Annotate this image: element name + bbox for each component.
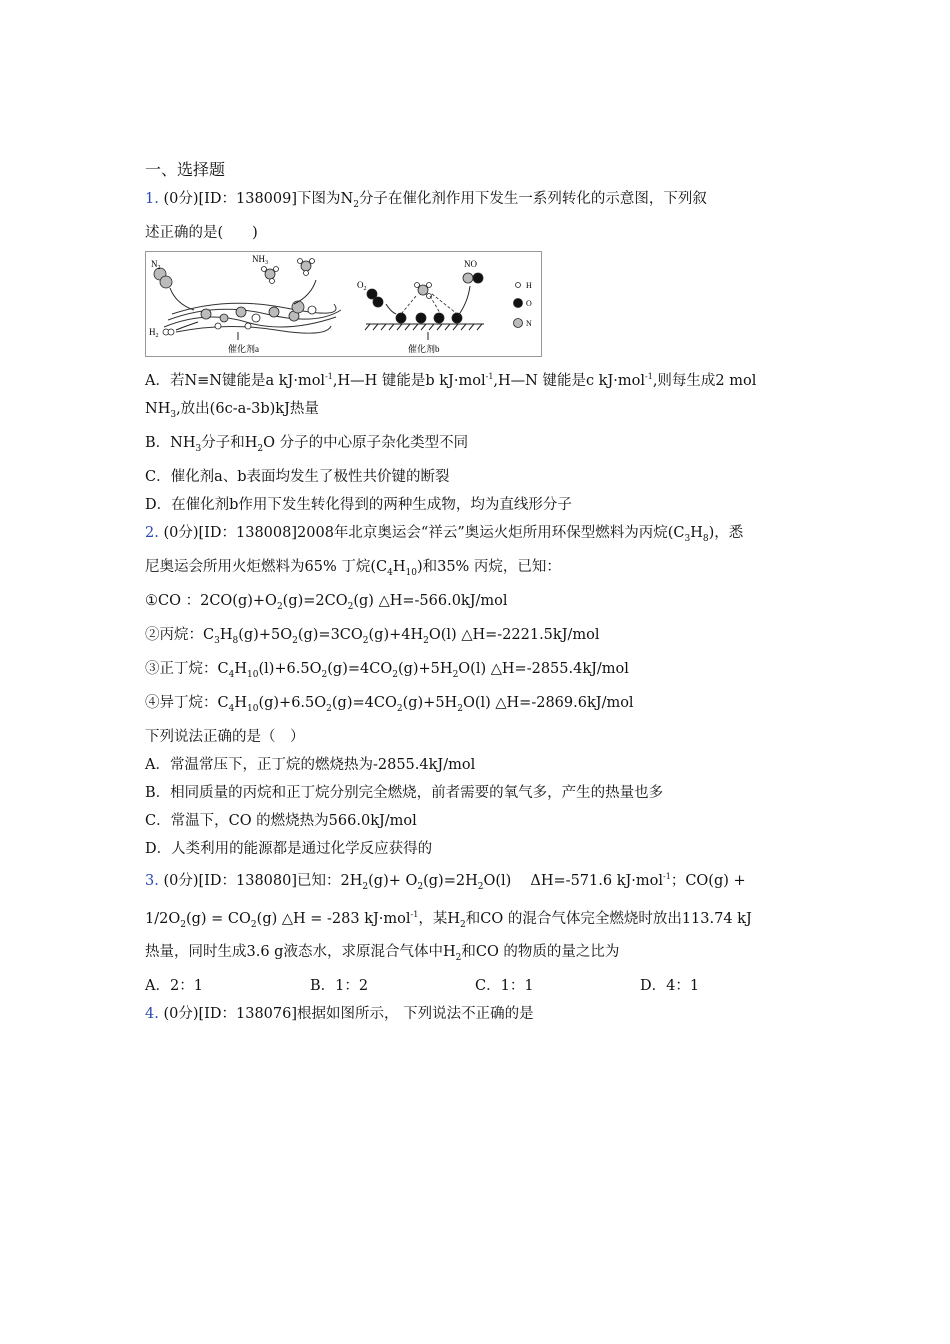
q1-a-sup2: -1 bbox=[485, 372, 494, 381]
q2-text1: (0分)[ID：138008]2008年北京奥运会“祥云”奥运火炬所用环保型燃料为丙烷(C bbox=[163, 524, 685, 541]
q2-e1-s2: 2 bbox=[347, 601, 354, 612]
label-o2: $O_2$ bbox=[357, 280, 367, 292]
arrow-o2 bbox=[386, 304, 396, 314]
q2-e2-f: O(l) △H=-2221.5kJ/mol bbox=[428, 626, 600, 643]
q2-e4-s4: 2 bbox=[396, 703, 403, 714]
q2-e3-s5: 2 bbox=[452, 669, 459, 680]
q2-e3-e: (g)+5H bbox=[397, 660, 453, 677]
q2-sub3: 4 bbox=[387, 567, 393, 578]
legend-o: O bbox=[526, 299, 532, 308]
q2-e3-a: ③正丁烷：C bbox=[145, 660, 229, 677]
q2-e4-c: (g)+6.5O bbox=[258, 694, 327, 711]
q2-e4-s3: 2 bbox=[326, 703, 332, 714]
q3-line1 bbox=[145, 863, 815, 901]
q2-e3-d: (g)=4CO bbox=[327, 660, 393, 677]
q1-option-d: D．在催化剂b作用下发生转化得到的两种生成物，均为直线形分子 bbox=[145, 496, 572, 513]
q2-e2-a: ②丙烷：C bbox=[145, 626, 215, 643]
h2-molecule bbox=[163, 329, 174, 335]
q1-sub: 2 bbox=[353, 200, 359, 210]
q2-e2-e: (g)+4H bbox=[368, 626, 424, 643]
q1-a-text2: ,H—H 键能是b kJ·mol bbox=[332, 372, 486, 389]
q1-b-sub1: 3 bbox=[195, 443, 202, 454]
q4-number: 4. bbox=[145, 1006, 159, 1023]
q2-option-b: B．相同质量的丙烷和正丁烷分别完全燃烧，前者需要的氧气多，产生的热量也多 bbox=[145, 784, 664, 801]
q2-e3-c: (l)+6.5O bbox=[258, 660, 322, 677]
q3-line3 bbox=[145, 938, 815, 972]
legend bbox=[514, 283, 523, 328]
q2-e4-e: (g)+5H bbox=[402, 694, 458, 711]
q3-l1-c: (g)=2H bbox=[423, 872, 478, 889]
q2-e4-s1: 4 bbox=[228, 703, 235, 714]
q1-line1 bbox=[145, 185, 815, 219]
q2-option-a: A．常温常压下，正丁烷的燃烧热为-2855.4kJ/mol bbox=[145, 756, 476, 773]
q1-b-text1: B．NH bbox=[145, 434, 196, 451]
q3-l1-a: (0分)[ID：138080]已知：2H bbox=[163, 872, 363, 889]
q2-equation-4 bbox=[145, 689, 815, 723]
q3-l2-d: ，某H bbox=[418, 910, 460, 927]
q2-e3-s2: 10 bbox=[247, 669, 259, 680]
legend-h: H bbox=[526, 281, 532, 290]
q1-option-c: C．催化剂a、b表面均发生了极性共价键的断裂 bbox=[145, 468, 450, 485]
q1-a-text4: ,则每生成2 mol bbox=[652, 372, 757, 389]
q3-l3-b: 和CO 的物质的量之比为 bbox=[461, 944, 620, 961]
q1-a-sup3: -1 bbox=[645, 372, 653, 381]
q1-a-sup1: -1 bbox=[325, 372, 333, 381]
exam-page bbox=[145, 155, 815, 1028]
q2-sub2: 8 bbox=[702, 533, 709, 544]
section-title: 一、选择题 bbox=[145, 160, 226, 179]
catalyst-b-atoms bbox=[396, 283, 462, 324]
q2-e3-s3: 2 bbox=[321, 669, 328, 680]
q3-l2-s3: 2 bbox=[460, 919, 466, 930]
catalyst-diagram bbox=[145, 251, 542, 357]
q2-line1 bbox=[145, 519, 815, 553]
q2-e2-s4: 2 bbox=[362, 635, 369, 646]
q2-e3-b: H bbox=[234, 660, 247, 677]
q3-l1-sup: -1 bbox=[663, 871, 671, 881]
label-nh3: $NH_3$ bbox=[252, 254, 268, 266]
q2-equation-2 bbox=[145, 621, 815, 655]
q2-text1e: )，悉 bbox=[708, 524, 744, 541]
arrow-no bbox=[458, 286, 470, 316]
q2-e4-f: O(l) △H=-2869.6kJ/mol bbox=[462, 694, 634, 711]
q1-option-a-line2 bbox=[145, 395, 815, 429]
q3-option-c: C．1：1 bbox=[475, 978, 534, 995]
q2-e2-s5: 2 bbox=[423, 635, 429, 646]
q3-l2-s2: 2 bbox=[250, 919, 257, 930]
q2-equation-1 bbox=[145, 587, 815, 621]
q2-e1-b: (g)=2CO bbox=[282, 592, 348, 609]
q1-option-b bbox=[145, 429, 815, 463]
q4-text: (0分)[ID：138076]根据如图所示， 下列说法不正确的是 bbox=[163, 1006, 534, 1023]
q3-options bbox=[145, 972, 815, 1000]
q2-sub1: 3 bbox=[684, 533, 691, 544]
q3-option-b: B．1：2 bbox=[310, 978, 369, 995]
q3-l2-s1: 2 bbox=[180, 919, 186, 930]
label-no: NO bbox=[464, 259, 477, 269]
catalyst-diagram-svg bbox=[146, 252, 541, 356]
q1-a-text3: ,H—N 键能是c kJ·mol bbox=[493, 372, 646, 389]
q2-e1-c: (g) △H=-566.0kJ/mol bbox=[353, 592, 508, 609]
q1-a-heat: ,放出(6c-a-3b)kJ热量 bbox=[176, 400, 319, 417]
q2-e4-s2: 10 bbox=[247, 703, 259, 714]
q2-e3-s1: 4 bbox=[228, 669, 235, 680]
arrow-nh3 bbox=[294, 280, 316, 304]
q2-ask: 下列说法正确的是（ ） bbox=[145, 728, 305, 745]
label-catalyst-a: 催化剂a bbox=[228, 344, 259, 354]
q3-option-d: D．4：1 bbox=[640, 978, 700, 995]
q1-text-b: 分子在催化剂作用下发生一系列转化的示意图，下列叙 bbox=[358, 191, 707, 207]
q1-text-a: (0分)[ID：138009]下图为N bbox=[163, 191, 354, 207]
q3-l2-sup: -1 bbox=[410, 909, 419, 919]
q3-l1-e: ；CO(g) + bbox=[670, 872, 746, 889]
q2-e3-f: O(l) △H=-2855.4kJ/mol bbox=[458, 660, 629, 677]
q2-text2: 尼奥运会所用火炬燃料为65% 丁烷(C bbox=[145, 558, 388, 575]
q3-l3-s1: 2 bbox=[455, 953, 462, 964]
q1-b-text2: 分子和H bbox=[201, 434, 258, 451]
q2-e2-s1: 3 bbox=[214, 635, 220, 646]
q2-e2-b: H bbox=[219, 626, 233, 643]
q2-option-c: C．常温下，CO 的燃烧热为566.0kJ/mol bbox=[145, 812, 417, 829]
arrow-n2 bbox=[170, 288, 194, 310]
q2-sub4: 10 bbox=[405, 567, 417, 578]
q3-l2-b: (g) = CO bbox=[185, 910, 251, 927]
q2-e3-s4: 2 bbox=[392, 669, 398, 680]
q1-line2: 述正确的是( ) bbox=[145, 225, 258, 241]
q2-text2e: )和35% 丙烷，已知： bbox=[416, 558, 561, 575]
q2-e1-a: ①CO ：2CO(g)+O bbox=[145, 592, 277, 609]
q2-e2-s3: 2 bbox=[292, 635, 298, 646]
q2-e2-s2: 8 bbox=[232, 635, 239, 646]
q4-line1 bbox=[145, 1000, 815, 1028]
q2-option-d: D．人类利用的能源都是通过化学反应获得的 bbox=[145, 840, 433, 857]
q3-line2 bbox=[145, 901, 815, 939]
q2-equation-3 bbox=[145, 655, 815, 689]
q2-line2 bbox=[145, 553, 815, 587]
nh3-molecule bbox=[262, 259, 315, 284]
q1-a-text1: A．若N≡N键能是a kJ·mol bbox=[145, 372, 326, 389]
q3-l3-a: 热量，同时生成3.6 g液态水，求原混合气体中H bbox=[145, 944, 456, 961]
q2-e4-d: (g)=4CO bbox=[331, 694, 397, 711]
label-catalyst-b: 催化剂b bbox=[408, 344, 440, 354]
q3-l1-d: O(l) ΔH=-571.6 kJ·mol bbox=[483, 872, 664, 889]
q3-l2-c: (g) △H = -283 kJ·mol bbox=[256, 910, 411, 927]
q2-e2-d: (g)=3CO bbox=[297, 626, 363, 643]
q2-text2m: H bbox=[392, 558, 406, 575]
q3-l1-s2: 2 bbox=[417, 881, 424, 892]
n2-molecule bbox=[154, 268, 172, 288]
no-molecule bbox=[463, 273, 483, 283]
q1-number: 1. bbox=[145, 191, 159, 207]
q2-text1m: H bbox=[690, 524, 703, 541]
q3-l1-s1: 2 bbox=[362, 881, 369, 892]
o2-molecule bbox=[367, 289, 383, 307]
q2-e2-c: (g)+5O bbox=[238, 626, 293, 643]
label-n2: $N_2$ bbox=[151, 259, 161, 271]
q3-l2-e: 和CO 的混合气体完全燃烧时放出113.74 kJ bbox=[465, 910, 752, 927]
q1-b-sub2: 2 bbox=[257, 443, 264, 454]
q3-l2-a: 1/2O bbox=[145, 910, 181, 927]
q1-a-nh3: NH bbox=[145, 400, 171, 417]
q3-l1-b: (g)+ O bbox=[368, 872, 418, 889]
q2-e4-a: ④异丁烷：C bbox=[145, 694, 229, 711]
label-h2: $H_2$ bbox=[149, 327, 159, 339]
q2-e4-b: H bbox=[234, 694, 247, 711]
q2-number: 2. bbox=[145, 524, 159, 541]
q2-e1-s1: 2 bbox=[276, 601, 283, 612]
q3-l1-s3: 2 bbox=[477, 881, 484, 892]
q1-option-a-line1 bbox=[145, 363, 815, 395]
q1-a-nh3-sub: 3 bbox=[170, 409, 177, 420]
catalyst-b-surface bbox=[365, 324, 484, 330]
q3-number: 3. bbox=[145, 872, 159, 889]
q2-e4-s5: 2 bbox=[457, 703, 463, 714]
q1-b-text3: O 分子的中心原子杂化类型不同 bbox=[263, 434, 469, 451]
q3-option-a: A．2：1 bbox=[145, 978, 203, 995]
legend-n: N bbox=[526, 319, 532, 328]
